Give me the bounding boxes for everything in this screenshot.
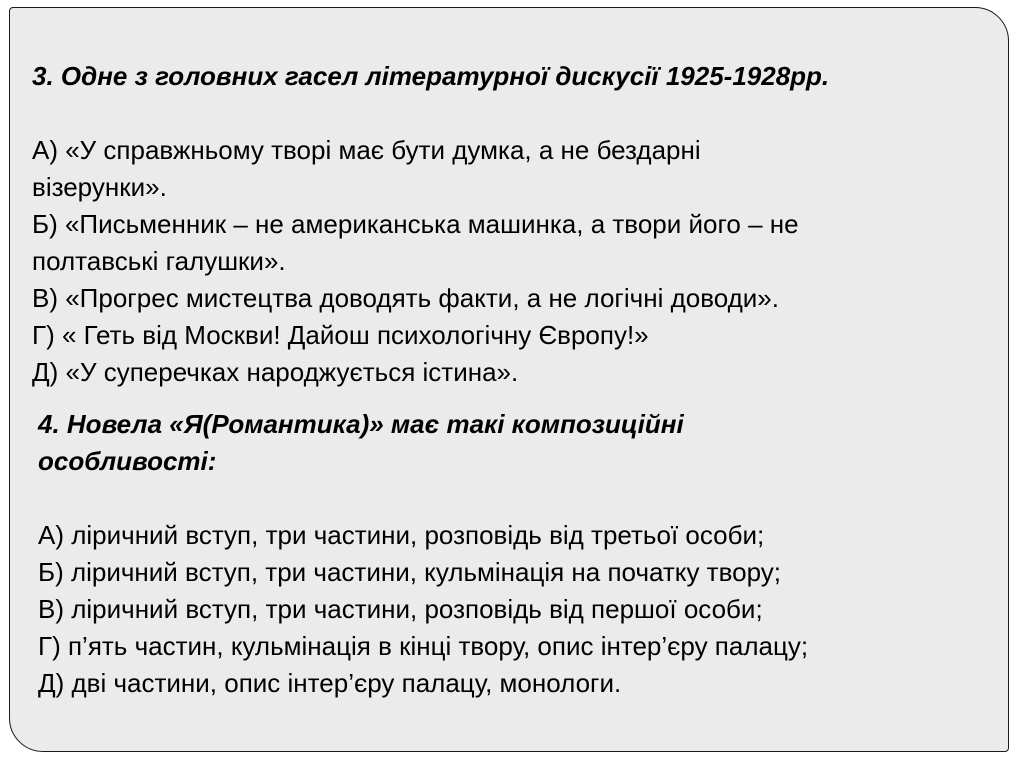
question-4 bbox=[38, 406, 808, 702]
question-4-option-v: В) ліричний вступ, три частини, розповідь від першої особи; bbox=[38, 594, 763, 624]
question-4-title-line-2: особливості: bbox=[38, 446, 217, 476]
question-3 bbox=[32, 58, 829, 391]
question-4-option-h: Г) п’ять частин, кульмінація в кінці твору, опис інтер’єру палацу; bbox=[38, 631, 809, 661]
question-4-option-a: А) ліричний вступ, три частини, розповідь від третьої особи; bbox=[38, 520, 765, 550]
question-3-title: 3. Одне з головних гасел літературної дискусії 1925-1928рр. bbox=[32, 61, 830, 91]
spacer bbox=[38, 480, 808, 517]
question-4-option-d: Д) дві частини, опис інтер’єру палацу, монологи. bbox=[38, 668, 622, 698]
question-3-option-a-line-1: А) «У справжньому творі має бути думка, а не бездарні bbox=[32, 135, 701, 165]
question-4-title-line-1: 4. Новела «Я(Романтика)» має такі композиційні bbox=[38, 409, 684, 439]
question-3-option-b-line-2: полтавські галушки». bbox=[32, 246, 286, 276]
question-3-option-h: Г) « Геть від Москви! Дайош психологічну Європу!» bbox=[32, 320, 649, 350]
question-3-option-d: Д) «У суперечках народжується істина». bbox=[32, 357, 519, 387]
question-3-option-a-line-2: візерунки». bbox=[32, 172, 167, 202]
spacer bbox=[32, 95, 829, 132]
question-4-option-b: Б) ліричний вступ, три частини, кульмінація на початку твору; bbox=[38, 557, 781, 587]
question-3-option-b-line-1: Б) «Письменник – не американська машинка, а твори його – не bbox=[32, 209, 799, 239]
question-3-option-v: В) «Прогрес мистецтва доводять факти, а не логічні доводи». bbox=[32, 283, 779, 313]
